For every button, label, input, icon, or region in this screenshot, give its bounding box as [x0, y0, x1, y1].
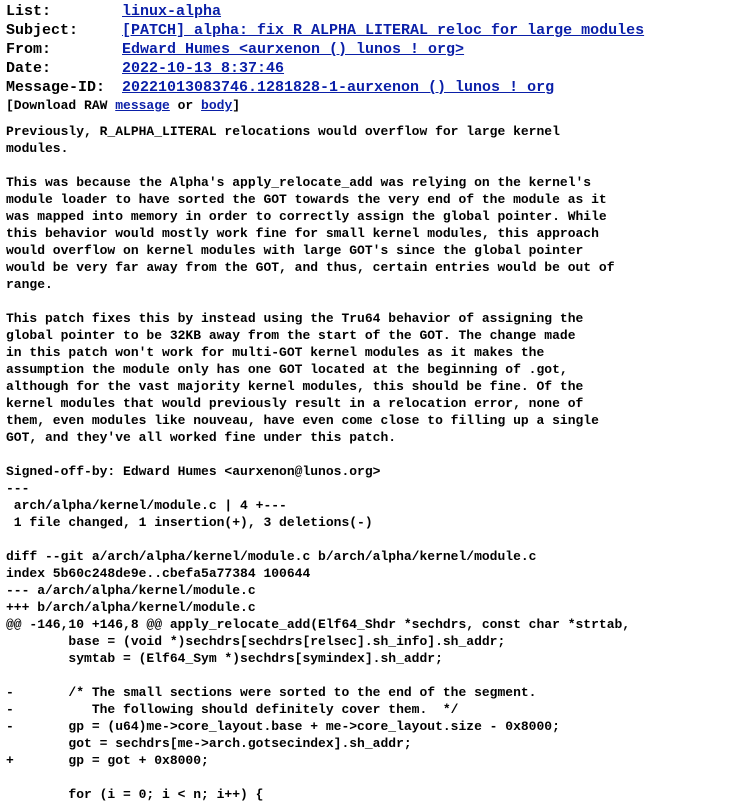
body-line: + gp = got + 0x8000;	[6, 753, 209, 768]
download-or: or	[169, 98, 202, 113]
body-line: Signed-off-by: Edward Humes <aurxenon@lunos.org>	[6, 464, 381, 479]
list-link[interactable]: linux-alpha	[122, 3, 222, 20]
download-body-link[interactable]: body	[201, 98, 233, 113]
subject-link[interactable]: [PATCH] alpha: fix R_ALPHA_LITERAL reloc for large modules	[122, 22, 645, 39]
from-link[interactable]: Edward Humes <aurxenon () lunos ! org>	[122, 41, 465, 58]
message-header	[6, 2, 729, 97]
body-line: - The following should definitely cover them. */	[6, 702, 459, 717]
list-label: List:	[6, 3, 52, 20]
body-line: symtab = (Elf64_Sym *)sechdrs[symindex].sh_addr;	[6, 651, 443, 666]
body-line: in this patch won't work for multi-GOT kernel modules as it makes the	[6, 345, 545, 360]
body-line: This patch fixes this by instead using the Tru64 behavior of assigning the	[6, 311, 584, 326]
body-line: +++ b/arch/alpha/kernel/module.c	[6, 600, 256, 615]
body-line: - /* The small sections were sorted to the end of the segment.	[6, 685, 537, 700]
body-line: global pointer to be 32KB away from the start of the GOT. The change made	[6, 328, 576, 343]
download-raw-line	[6, 97, 729, 114]
body-line: 1 file changed, 1 insertion(+), 3 deletions(-)	[6, 515, 373, 530]
body-line: ---	[6, 481, 30, 496]
message-id-link[interactable]: 20221013083746.1281828-1-aurxenon () lunos ! org	[122, 79, 555, 96]
body-line: arch/alpha/kernel/module.c | 4 +---	[6, 498, 287, 513]
body-line: --- a/arch/alpha/kernel/module.c	[6, 583, 256, 598]
body-line: @@ -146,10 +146,8 @@ apply_relocate_add(Elf64_Shdr *sechdrs, const char *strtab,	[6, 617, 631, 632]
download-suffix: ]	[232, 98, 241, 113]
download-message-link[interactable]: message	[115, 98, 170, 113]
body-line: module loader to have sorted the GOT towards the very end of the module as it	[6, 192, 607, 207]
body-line: modules.	[6, 141, 69, 156]
body-line: index 5b60c248de9e..cbefa5a77384 100644	[6, 566, 311, 581]
body-line: would overflow on kernel modules with large GOT's since the global pointer	[6, 243, 584, 258]
message-id-label: Message-ID:	[6, 79, 106, 96]
body-line: assumption the module only has one GOT located at the beginning of .got,	[6, 362, 568, 377]
body-line: base = (void *)sechdrs[sechdrs[relsec].sh_info].sh_addr;	[6, 634, 506, 649]
body-line: them, even modules like nouveau, have even come close to filling up a single	[6, 413, 599, 428]
body-line: kernel modules that would previously result in a relocation error, none of	[6, 396, 584, 411]
body-line: this behavior would mostly work fine for small kernel modules, this approach	[6, 226, 599, 241]
body-line: - gp = (u64)me->core_layout.base + me->core_layout.size - 0x8000;	[6, 719, 560, 734]
body-line: GOT, and they've all worked fine under this patch.	[6, 430, 397, 445]
date-label: Date:	[6, 60, 52, 77]
body-line: diff --git a/arch/alpha/kernel/module.c b/arch/alpha/kernel/module.c	[6, 549, 537, 564]
body-line: for (i = 0; i < n; i++) {	[6, 787, 264, 802]
body-line: would be very far away from the GOT, and thus, certain entries would be out of	[6, 260, 615, 275]
subject-label: Subject:	[6, 22, 79, 39]
body-line: was mapped into memory in order to correctly assign the global pointer. While	[6, 209, 607, 224]
body-line: Previously, R_ALPHA_LITERAL relocations would overflow for large kernel	[6, 124, 560, 139]
download-prefix: [Download RAW	[6, 98, 116, 113]
body-line: got = sechdrs[me->arch.gotsecindex].sh_addr;	[6, 736, 412, 751]
date-link[interactable]: 2022-10-13 8:37:46	[122, 60, 285, 77]
body-line: although for the vast majority kernel modules, this should be fine. Of the	[6, 379, 584, 394]
message-body	[6, 123, 729, 803]
from-label: From:	[6, 41, 52, 58]
body-line: This was because the Alpha's apply_relocate_add was relying on the kernel's	[6, 175, 592, 190]
body-line: range.	[6, 277, 53, 292]
